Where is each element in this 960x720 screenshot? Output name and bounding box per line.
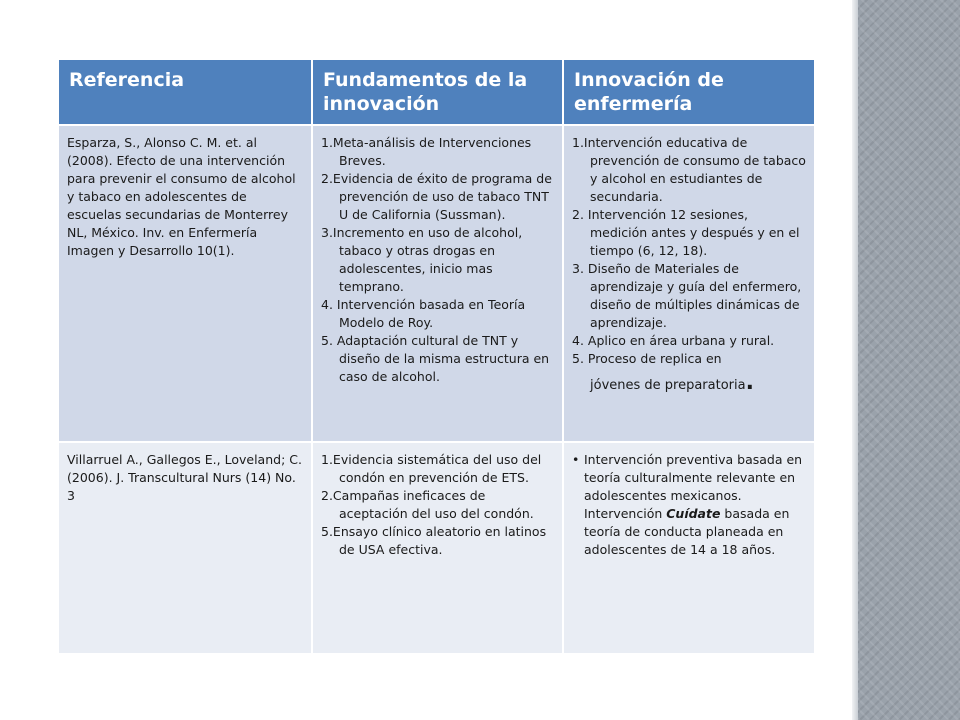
- header-referencia: Referencia: [58, 59, 312, 125]
- bullet-text-emphasis: Cuídate: [666, 506, 721, 521]
- innovacion-cell: [563, 442, 815, 654]
- list-item: 5. Proceso de replica en: [572, 351, 722, 366]
- header-innovacion: Innovación de enfermería: [563, 59, 815, 125]
- list-item: 2.Campañas ineficaces de aceptación del uso del condón.: [321, 488, 534, 521]
- fundamentos-cell: [312, 442, 563, 654]
- reference-table: [57, 58, 816, 655]
- list-item-continuation: [572, 370, 806, 395]
- list-item: 1.Intervención educativa de prevención de consumo de tabaco y alcohol en estudiantes de secundaria.: [572, 135, 806, 204]
- table-row: [58, 125, 815, 442]
- list-item: 3. Diseño de Materiales de aprendizaje y guía del enfermero, diseño de múltiples dinámicas de aprendizaje.: [572, 261, 802, 330]
- continuation-text: jóvenes de preparatoria: [590, 378, 746, 393]
- list-item: 5.Ensayo clínico aleatorio en latinos de USA efectiva.: [321, 524, 547, 557]
- list-item: 1.Evidencia sistemática del uso del condón en prevención de ETS.: [321, 452, 542, 485]
- bullet-icon: •: [572, 452, 580, 467]
- list-item: 5. Adaptación cultural de TNT y diseño de la misma estructura en caso de alcohol.: [321, 333, 550, 384]
- list-item: 1.Meta-análisis de Intervenciones Breves.: [321, 135, 532, 168]
- slide-decorative-sidebar: [858, 0, 960, 720]
- reference-text: Villarruel A., Gallegos E., Loveland; C.(2006). J. Transcultural Nurs (14) No. 3: [67, 452, 302, 503]
- header-fundamentos: Fundamentos de la innovación: [312, 59, 563, 125]
- list-item: 4. Intervención basada en Teoría Modelo de Roy.: [321, 297, 526, 330]
- reference-cell: [58, 442, 312, 654]
- reference-cell: [58, 125, 312, 442]
- reference-text: Esparza, S., Alonso C. M. et. al (2008). Efecto de una intervención para prevenir el consumo de alcohol y tabaco en adolescentes de escuelas secundarias de Monterrey NL, México. Inv. en Enfermería Imagen y Desarrollo 10(1).: [67, 135, 296, 258]
- table-row: [58, 442, 815, 654]
- list-item: 2.Evidencia de éxito de programa de prevención de uso de tabaco TNT U de California (Sussman).: [321, 171, 552, 222]
- list-item: 3.Incremento en uso de alcohol, tabaco y otras drogas en adolescentes, inicio mas temprano.: [321, 225, 523, 294]
- bullet-item: [572, 451, 806, 559]
- bullet-text-post: basada en teoría de conducta planeada en adolescentes de 14 a 18 años.: [584, 506, 790, 557]
- list-item: 2. Intervención 12 sesiones, medición antes y después y en el tiempo (6, 12, 18).: [572, 207, 800, 258]
- innovacion-cell: [563, 125, 815, 442]
- fundamentos-cell: [312, 125, 563, 442]
- list-item: 4. Aplico en área urbana y rural.: [572, 333, 775, 348]
- continuation-period: .: [745, 370, 754, 395]
- bullet-text-pre: Intervención preventiva basada en teoría culturalmente relevante en adolescentes mexicanos. Intervención: [584, 452, 803, 521]
- table-header-row: [58, 59, 815, 125]
